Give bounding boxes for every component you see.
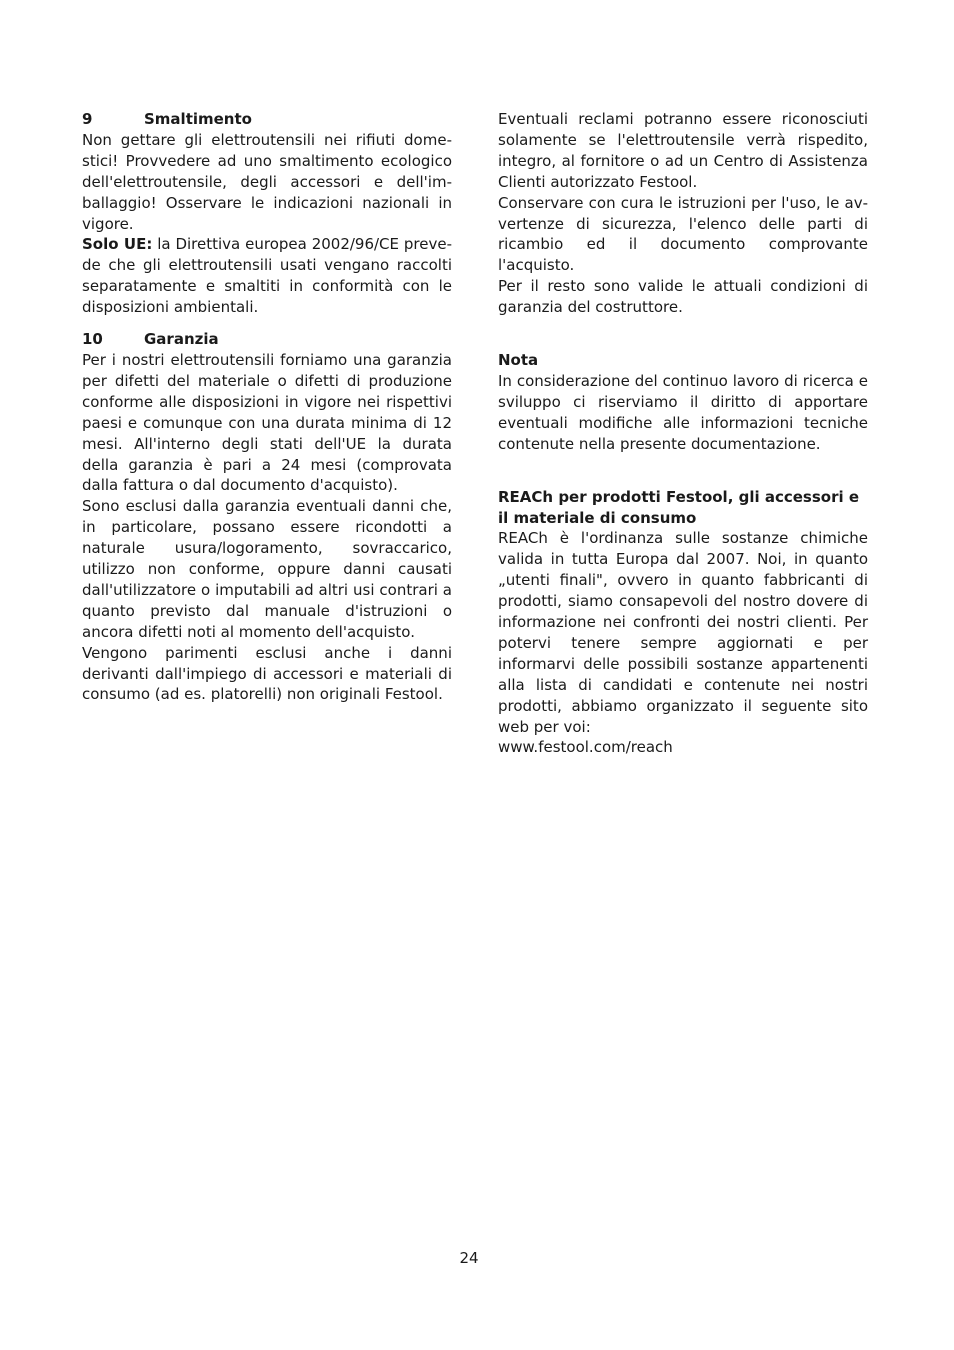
right-column — [498, 109, 868, 758]
claims-paragraph: Eventuali reclami potranno essere riconosciuti solamente se l'elettroutensile verrà rispedito, integro, al fornitore o ad un Centro di Assistenza Clienti autorizzato Festool. — [498, 110, 868, 191]
page-number: 24 — [459, 1249, 479, 1267]
warranty-exclusions-paragraph: Sono esclusi dalla garanzia eventuali danni che, in particolare, possano essere ricondotti a naturale usura/logoramento, sovraccarico, utilizzo non conforme, oppure danni causati dall'utilizzatore o imputabili ad altri usi contrari a quanto previsto dal manuale d'istruzioni o ancora difetti noti al momento dell'acquisto. — [82, 497, 452, 641]
section-garanzia-continued — [498, 109, 868, 318]
section-heading — [82, 329, 452, 350]
eu-disposal-text: la Direttiva europea 2002/96/CE prevede che gli elettroutensili usati vengano raccolti separatamente e smaltiti in conformità con le disposizioni ambientali. — [82, 235, 453, 317]
nota-paragraph: In considerazione del continuo lavoro di ricerca e sviluppo ci riserviamo il diritto di apportare eventuali modifiche alle informazioni tecniche contenute nella presente documentazione. — [498, 371, 868, 453]
section-heading — [82, 109, 452, 130]
section-title: Garanzia — [144, 330, 219, 349]
eu-disposal-paragraph — [82, 234, 452, 318]
section-garanzia — [82, 329, 452, 705]
warranty-accessories-paragraph: Vengono parimenti esclusi anche i danni derivanti dall'impiego di accessori e materiali di consumo (ad es. platorelli) non originali Festool. — [82, 643, 452, 704]
manufacturer-conditions-paragraph: Per il resto sono valide le attuali condizioni di garanzia del costruttore. — [498, 277, 868, 317]
reach-url: www.festool.com/reach — [498, 738, 673, 757]
section-number: 10 — [82, 330, 103, 349]
warranty-paragraph: Per i nostri elettroutensili forniamo una garanzia per difetti del materiale o difetti di produzione conforme alle disposizioni in vigore nei rispettivi paesi e comunque con una durata minima di 12 mesi. All'interno degli stati dell'UE la durata della garanzia è pari a 24 mesi (comprovata dalla fattura o dal documento d'acquisto). — [82, 350, 452, 495]
section-nota — [498, 350, 868, 455]
section-title: Nota — [498, 351, 539, 370]
section-number: 9 — [82, 110, 93, 128]
keep-documents-paragraph: Conservare con cura le istruzioni per l'uso, le avvertenze di sicurezza, l'elenco delle parti di ricambio ed il documento comprovante l'acquisto. — [498, 193, 868, 275]
eu-lead: Solo UE: — [82, 235, 153, 254]
section-title: Smaltimento — [144, 110, 252, 128]
section-reach — [498, 487, 868, 759]
disposal-paragraph: Non gettare gli elettroutensili nei rifiuti domestici! Provvedere ad uno smaltimento ecologico dell'elettroutensile, degli accessori e dell'imballaggio! Osservare le indicazioni nazionali in vigore. — [82, 130, 452, 233]
section-title: REACh per prodotti Festool, gli accessori e il materiale di consumo — [498, 487, 860, 527]
left-column — [82, 109, 452, 705]
reach-paragraph: REACh è l'ordinanza sulle sostanze chimiche valida in tutta Europa dal 2007. Noi, in quanto „utenti finali", ovvero in quanto fabbricanti di prodotti, siamo consapevoli del nostro dovere di informazione nei confronti dei nostri clienti. Per potervi tenere sempre aggiornati e per informarvi delle possibili sostanze appartenenti alla lista di candidati e contenute nei nostri prodotti, abbiamo organizzato il seguente sito web per voi: — [498, 529, 868, 736]
section-smaltimento — [82, 109, 452, 318]
